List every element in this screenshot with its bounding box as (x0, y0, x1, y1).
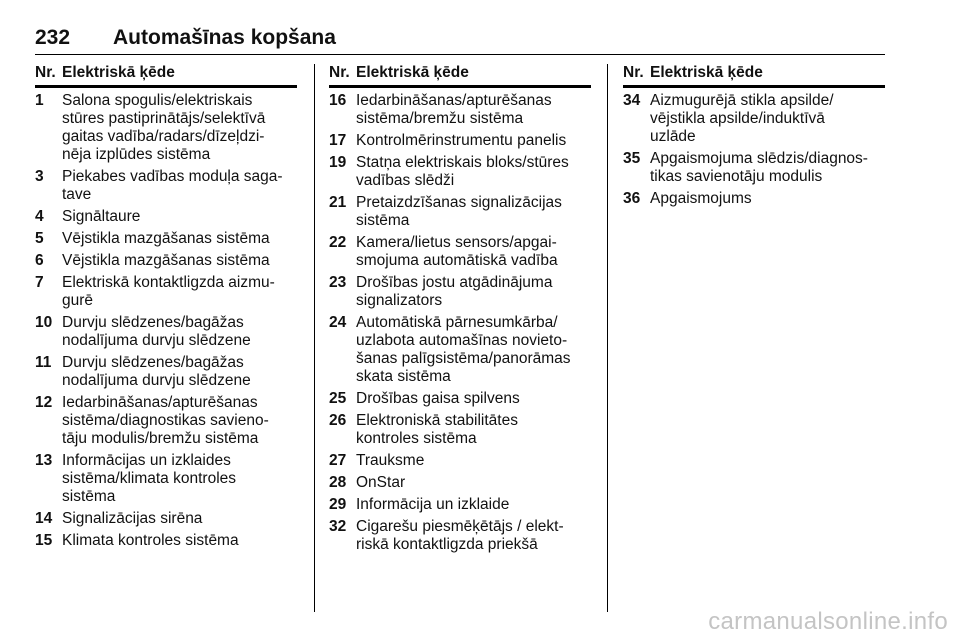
table-row (35, 532, 297, 550)
description-line: Piekabes vadības moduļa saga- (62, 168, 283, 185)
description-line: Durvju slēdzenes/bagāžas (62, 314, 244, 331)
description-line: Cigarešu piesmēķētājs / elekt- (356, 518, 564, 535)
circuit-description (356, 474, 591, 492)
circuit-description (62, 274, 297, 310)
table-row (35, 208, 297, 226)
circuit-description (62, 314, 297, 350)
description-line: Kontrolmērinstrumentu panelis (356, 132, 567, 149)
description-line: Vējstikla mazgāšanas sistēma (62, 252, 270, 269)
fuse-number: 13 (35, 452, 53, 469)
fuse-table-column-3 (623, 64, 885, 212)
description-line: Iedarbināšanas/apturēšanas (62, 394, 258, 411)
table-row (35, 252, 297, 270)
description-line: Elektroniskā stabilitātes (356, 412, 518, 429)
description-line: Durvju slēdzenes/bagāžas (62, 354, 244, 371)
circuit-description (356, 234, 591, 270)
table-row (35, 274, 297, 310)
description-line: gaitas vadība/radars/dīzeļdzi- (62, 128, 265, 145)
description-line: Informācijas un izklaides (62, 452, 231, 469)
fuse-number: 14 (35, 510, 53, 527)
circuit-description (62, 208, 297, 226)
fuse-number: 12 (35, 394, 53, 411)
description-line: sistēma/diagnostikas savieno- (62, 412, 269, 429)
description-line: Vējstikla mazgāšanas sistēma (62, 230, 270, 247)
table-row (35, 394, 297, 448)
description-line: uzlāde (650, 128, 696, 145)
description-line: Drošības jostu atgādinājuma (356, 274, 553, 291)
table-row (35, 354, 297, 390)
circuit-description (650, 190, 885, 208)
description-line: Signalizācijas sirēna (62, 510, 203, 527)
circuit-description (650, 150, 885, 186)
fuse-number: 19 (329, 154, 347, 171)
fuse-number: 28 (329, 474, 347, 491)
description-line: Iedarbināšanas/apturēšanas (356, 92, 552, 109)
watermark: carmanualsonline.info (708, 608, 948, 635)
description-line: Salona spogulis/elektriskais (62, 92, 253, 109)
fuse-number: 22 (329, 234, 347, 251)
table-row (329, 274, 591, 310)
description-line: Aizmugurējā stikla apsilde/ (650, 92, 834, 109)
table-row (623, 92, 885, 146)
description-line: vējstikla apsilde/induktīvā (650, 110, 825, 127)
fuse-number: 32 (329, 518, 347, 535)
fuse-number: 25 (329, 390, 347, 407)
table-row (329, 154, 591, 190)
table-row (329, 474, 591, 492)
circuit-description (356, 314, 591, 386)
column-header (623, 64, 885, 88)
column-header-circuit: Elektriskā ķēde (62, 64, 175, 81)
table-row (35, 452, 297, 506)
fuse-number: 15 (35, 532, 53, 549)
table-row (329, 518, 591, 554)
description-line: Elektriskā kontaktligzda aizmu- (62, 274, 275, 291)
table-row (329, 452, 591, 470)
circuit-description (356, 274, 591, 310)
fuse-rows (35, 92, 297, 550)
description-line: tāju modulis/bremžu sistēma (62, 430, 259, 447)
description-line: vadības slēdži (356, 172, 455, 189)
description-line: sistēma/bremžu sistēma (356, 110, 524, 127)
fuse-number: 17 (329, 132, 347, 149)
description-line: sistēma (356, 212, 410, 229)
page-number: 232 (35, 26, 71, 49)
fuse-number: 16 (329, 92, 347, 109)
fuse-number: 10 (35, 314, 53, 331)
description-line: Pretaizdzīšanas signalizācijas (356, 194, 562, 211)
circuit-description (62, 92, 297, 164)
circuit-description (62, 394, 297, 448)
table-row (329, 412, 591, 448)
table-row (35, 168, 297, 204)
column-header (329, 64, 591, 88)
circuit-description (62, 532, 297, 550)
column-divider (314, 64, 315, 612)
circuit-description (62, 252, 297, 270)
table-row (623, 150, 885, 186)
description-line: OnStar (356, 474, 406, 491)
fuse-number: 35 (623, 150, 641, 167)
description-line: signalizators (356, 292, 443, 309)
circuit-description (650, 92, 885, 146)
fuse-number: 36 (623, 190, 641, 207)
fuse-number: 23 (329, 274, 347, 291)
column-header-nr: Nr. (35, 64, 56, 81)
table-row (329, 194, 591, 230)
fuse-number: 6 (35, 252, 44, 269)
page-header (35, 22, 885, 55)
fuse-number: 11 (35, 354, 52, 371)
description-line: kontroles sistēma (356, 430, 477, 447)
description-line: šanas palīgsistēma/panorāmas (356, 350, 571, 367)
column-header-circuit: Elektriskā ķēde (356, 64, 469, 81)
description-line: Informācija un izklaide (356, 496, 510, 513)
description-line: Trauksme (356, 452, 425, 469)
description-line: nodalījuma durvju slēdzene (62, 372, 251, 389)
circuit-description (356, 154, 591, 190)
description-line: Automātiskā pārnesumkārba/ (356, 314, 558, 331)
description-line: Kamera/lietus sensors/apgai- (356, 234, 557, 251)
fuse-number: 5 (35, 230, 44, 247)
table-row (35, 510, 297, 528)
fuse-number: 34 (623, 92, 641, 109)
table-row (623, 190, 885, 208)
table-row (329, 496, 591, 514)
fuse-table-column-2 (329, 64, 591, 558)
fuse-number: 29 (329, 496, 347, 513)
fuse-rows (329, 92, 591, 554)
fuse-number: 26 (329, 412, 347, 429)
description-line: nodalījuma durvju slēdzene (62, 332, 251, 349)
circuit-description (356, 496, 591, 514)
column-divider (607, 64, 608, 612)
description-line: Statņa elektriskais bloks/stūres (356, 154, 569, 171)
fuse-number: 1 (35, 92, 44, 109)
fuse-number: 21 (329, 194, 347, 211)
table-row (329, 390, 591, 408)
column-header-circuit: Elektriskā ķēde (650, 64, 763, 81)
circuit-description (356, 452, 591, 470)
page-title: Automašīnas kopšana (113, 26, 336, 49)
description-line: nēja izplūdes sistēma (62, 146, 211, 163)
fuse-number: 3 (35, 168, 44, 185)
circuit-description (356, 412, 591, 448)
fuse-rows (623, 92, 885, 208)
description-line: stūres pastiprinātājs/selektīvā (62, 110, 266, 127)
description-line: Apgaismojums (650, 190, 752, 207)
circuit-description (62, 230, 297, 248)
description-line: Drošības gaisa spilvens (356, 390, 520, 407)
circuit-description (356, 518, 591, 554)
description-line: tave (62, 186, 92, 203)
description-line: skata sistēma (356, 368, 451, 385)
description-line: sistēma/klimata kontroles (62, 470, 237, 487)
table-row (329, 92, 591, 128)
table-row (329, 314, 591, 386)
fuse-number: 7 (35, 274, 44, 291)
column-header-nr: Nr. (329, 64, 350, 81)
column-header (35, 64, 297, 88)
table-row (35, 92, 297, 164)
circuit-description (356, 92, 591, 128)
fuse-number: 27 (329, 452, 347, 469)
description-line: riskā kontaktligzda priekšā (356, 536, 538, 553)
description-line: Klimata kontroles sistēma (62, 532, 239, 549)
table-row (35, 314, 297, 350)
description-line: tikas savienotāju modulis (650, 168, 823, 185)
description-line: sistēma (62, 488, 116, 505)
circuit-description (62, 510, 297, 528)
circuit-description (62, 354, 297, 390)
description-line: Apgaismojuma slēdzis/diagnos- (650, 150, 868, 167)
table-row (329, 234, 591, 270)
fuse-number: 24 (329, 314, 347, 331)
table-row (35, 230, 297, 248)
description-line: Signāltaure (62, 208, 141, 225)
circuit-description (356, 132, 591, 150)
description-line: uzlabota automašīnas novieto- (356, 332, 568, 349)
column-header-nr: Nr. (623, 64, 644, 81)
fuse-table-column-1 (35, 64, 297, 554)
description-line: smojuma automātiskā vadība (356, 252, 558, 269)
table-row (329, 132, 591, 150)
circuit-description (356, 194, 591, 230)
circuit-description (356, 390, 591, 408)
circuit-description (62, 168, 297, 204)
fuse-number: 4 (35, 208, 44, 225)
description-line: gurē (62, 292, 94, 309)
circuit-description (62, 452, 297, 506)
